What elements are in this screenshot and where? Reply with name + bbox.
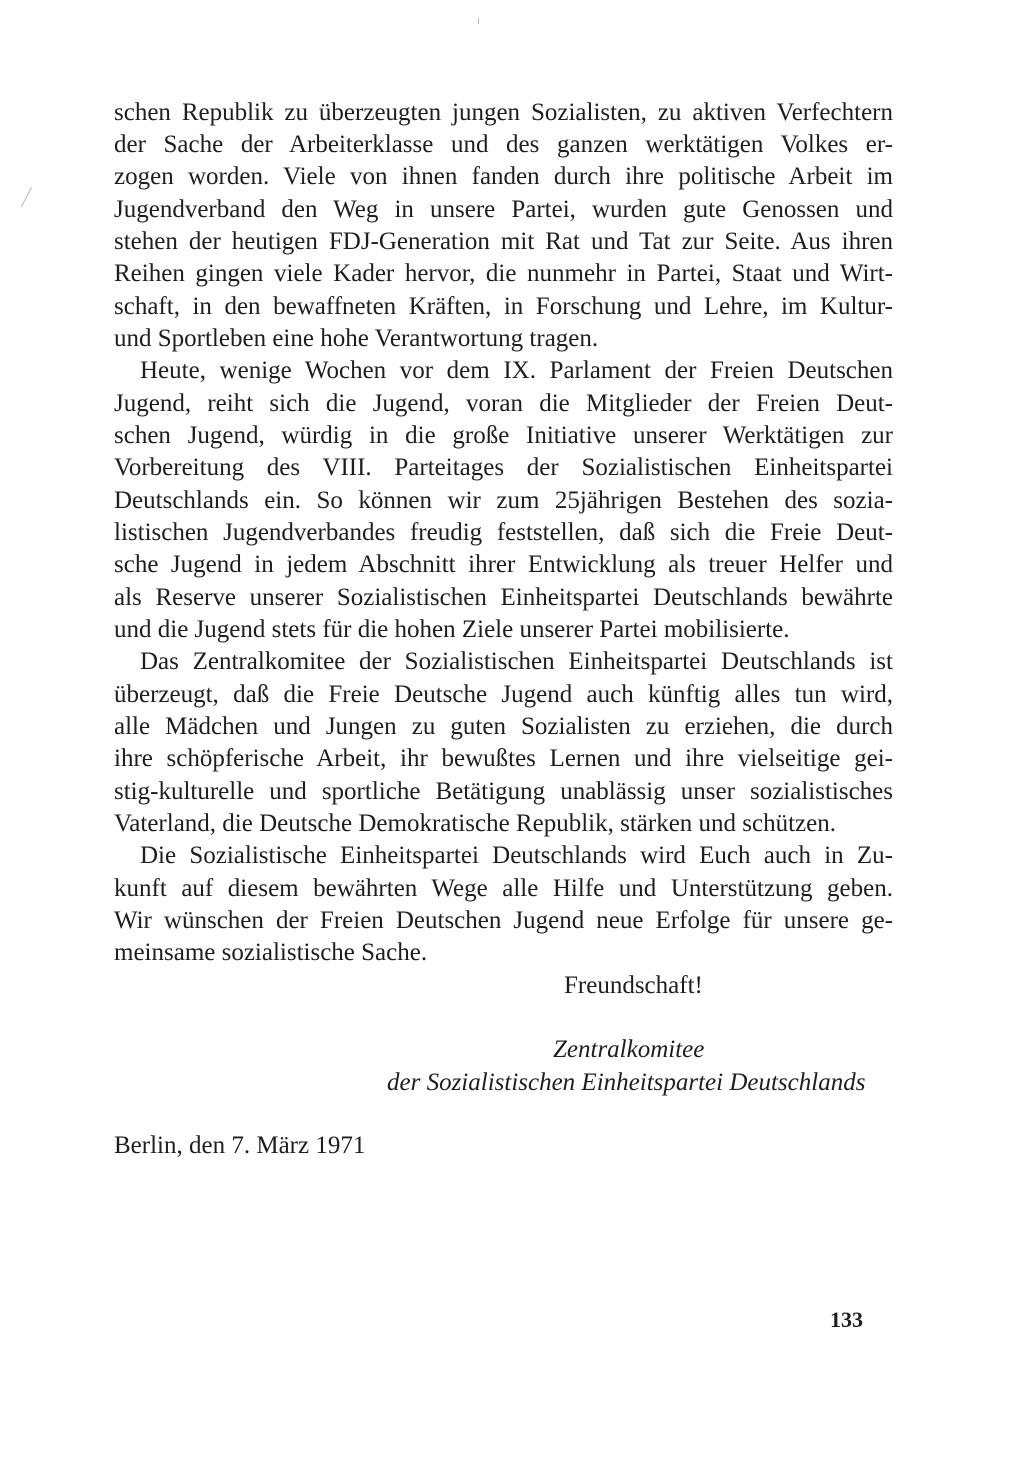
text-line: schen Republik zu überzeugten jungen Sozialisten, zu aktiven Verfechtern	[114, 99, 893, 126]
page-number: 133	[830, 1307, 863, 1332]
closing-greeting: Freundschaft!	[564, 972, 703, 999]
text-line: Vaterland, die Deutsche Demokratische Republik, stärken und schützen.	[114, 810, 836, 837]
scan-mark	[21, 187, 32, 207]
text-line: meinsame sozialistische Sache.	[114, 939, 428, 966]
text-line: überzeugt, daß die Freie Deutsche Jugend auch künftig alles tun wird,	[114, 681, 893, 708]
text-line: listischen Jugendverbandes freudig feststellen, daß sich die Freie Deut-	[114, 519, 893, 546]
text-line: und die Jugend stets für die hohen Ziele unserer Partei mobilisierte.	[114, 616, 790, 643]
text-line: als Reserve unserer Sozialistischen Einheitspartei Deutschlands bewährte	[114, 584, 893, 611]
signatory-organization-full: der Sozialistischen Einheitspartei Deutschlands	[387, 1069, 866, 1096]
text-line: Vorbereitung des VIII. Parteitages der Sozialistischen Einheitspartei	[114, 454, 893, 481]
scan-mark	[478, 18, 479, 24]
text-line: zogen worden. Viele von ihnen fanden durch ihre politische Arbeit im	[114, 163, 893, 190]
text-line: Reihen gingen viele Kader hervor, die nunmehr in Partei, Staat und Wirt-	[114, 260, 893, 287]
text-line: kunft auf diesem bewährten Wege alle Hilfe und Unterstützung geben.	[114, 875, 893, 902]
text-line: der Sache der Arbeiterklasse und des ganzen werktätigen Volkes er-	[114, 131, 893, 158]
text-line: Jugendverband den Weg in unsere Partei, wurden gute Genossen und	[114, 196, 893, 223]
text-line: schaft, in den bewaffneten Kräften, in Forschung und Lehre, im Kultur-	[114, 293, 893, 320]
text-line: Deutschlands ein. So können wir zum 25jährigen Bestehen des sozia-	[114, 487, 893, 514]
text-line: und Sportleben eine hohe Verantwortung tragen.	[114, 325, 599, 352]
text-line: Jugend, reiht sich die Jugend, voran die Mitglieder der Freien Deut-	[114, 390, 893, 417]
text-line: Das Zentralkomitee der Sozialistischen Einheitspartei Deutschlands ist	[140, 648, 893, 675]
text-line: sche Jugend in jedem Abschnitt ihrer Entwicklung als treuer Helfer und	[114, 551, 893, 578]
signatory-organization: Zentralkomitee	[553, 1036, 705, 1063]
text-line: ihre schöpferische Arbeit, ihr bewußtes Lernen und ihre vielseitige gei-	[114, 745, 893, 772]
text-line: alle Mädchen und Jungen zu guten Sozialisten zu erziehen, die durch	[114, 713, 893, 740]
text-line: Die Sozialistische Einheitspartei Deutschlands wird Euch auch in Zu-	[140, 842, 893, 869]
text-line: schen Jugend, würdig in die große Initiative unserer Werktätigen zur	[114, 422, 893, 449]
place-and-date: Berlin, den 7. März 1971	[114, 1132, 366, 1159]
text-line: stig-kulturelle und sportliche Betätigung unablässig unser sozialistisches	[114, 778, 893, 805]
text-line: stehen der heutigen FDJ-Generation mit Rat und Tat zur Seite. Aus ihren	[114, 228, 893, 255]
text-line: Heute, wenige Wochen vor dem IX. Parlament der Freien Deutschen	[140, 357, 893, 384]
text-line: Wir wünschen der Freien Deutschen Jugend neue Erfolge für unsere ge-	[114, 907, 893, 934]
